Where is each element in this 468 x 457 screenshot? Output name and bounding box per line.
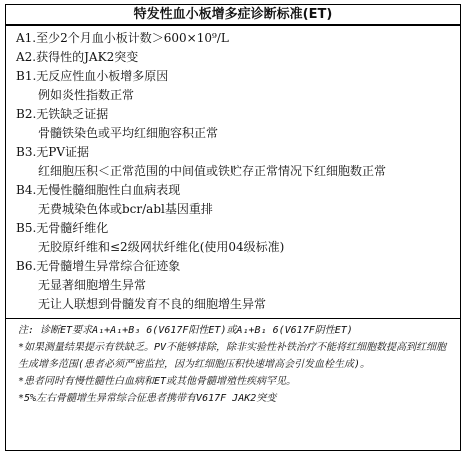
criterion-b3: [16, 143, 460, 162]
criterion-b2: [16, 105, 460, 124]
notes-section: [6, 319, 460, 407]
criterion-code: B4.: [16, 183, 37, 197]
criterion-code: B6.: [16, 259, 37, 273]
criterion-text: 无PV证据: [36, 145, 90, 159]
table-title: 特发性血小板增多症诊断标准(ET): [6, 5, 460, 26]
criterion-code: A1.: [16, 31, 37, 45]
criterion-detail: 无胶原纤维和≤2级网状纤维化(使用04级标准): [38, 240, 285, 254]
diagnostic-criteria-table: [5, 4, 461, 451]
criterion-code: B2.: [16, 107, 37, 121]
criterion-detail: 无费城染色体或bcr/abl基因重排: [38, 202, 213, 216]
criterion-text: 获得性的JAK2突变: [36, 50, 139, 64]
criterion-b4: [16, 181, 460, 200]
criterion-a2: [16, 48, 460, 67]
criterion-detail: 无让人联想到骨髓发育不良的细胞增生异常: [38, 297, 267, 311]
criterion-b6: [16, 257, 460, 276]
criterion-text: 无铁缺乏证据: [36, 107, 109, 121]
criterion-a1: [16, 29, 460, 48]
criterion-detail: 无显著细胞增生异常: [38, 278, 147, 292]
note-requirement: 注: 诊断ET要求A₁+A₁+B₃ 6(V617F阳性ET)或A₁+B₁ 6(V617F阴性ET): [18, 325, 353, 336]
note-iron-deficiency: *如果测量结果提示有铁缺乏。PV不能够排除，除非实验性补铁治疗不能将红细胞数提高到红细胞生成增多范围(患者必须严密监控，因为红细胞压积快速增高会引发血栓生成)。: [18, 342, 447, 370]
criterion-detail: 骨髓铁染色或平均红细胞容积正常: [38, 126, 219, 140]
criterion-code: B3.: [16, 145, 37, 159]
criterion-detail: 红细胞压积＜正常范围的中间值或铁贮存正常情况下红细胞数正常: [38, 164, 387, 178]
criteria-list: [6, 26, 460, 314]
criterion-text: 无反应性血小板增多原因: [36, 69, 169, 83]
criterion-code: B5.: [16, 221, 37, 235]
criterion-text: 无骨髓增生异常综合征迹象: [36, 259, 181, 273]
criterion-text: 至少2个月血小板计数＞600×10⁹/L: [36, 31, 229, 45]
criterion-text: 无慢性髓细胞性白血病表现: [36, 183, 181, 197]
criterion-code: B1.: [16, 69, 37, 83]
criterion-b5: [16, 219, 460, 238]
note-mds: *5%左右骨髓增生异常综合征患者携带有V617F JAK2突变: [18, 393, 277, 404]
criterion-text: 无骨髓纤维化: [36, 221, 109, 235]
criterion-detail: 例如炎性指数正常: [38, 88, 135, 102]
criterion-b1: [16, 67, 460, 86]
note-cml: *患者同时有慢性髓性白血病和ET或其他骨髓增殖性疾病罕见。: [18, 376, 297, 387]
criterion-code: A2.: [16, 50, 37, 64]
